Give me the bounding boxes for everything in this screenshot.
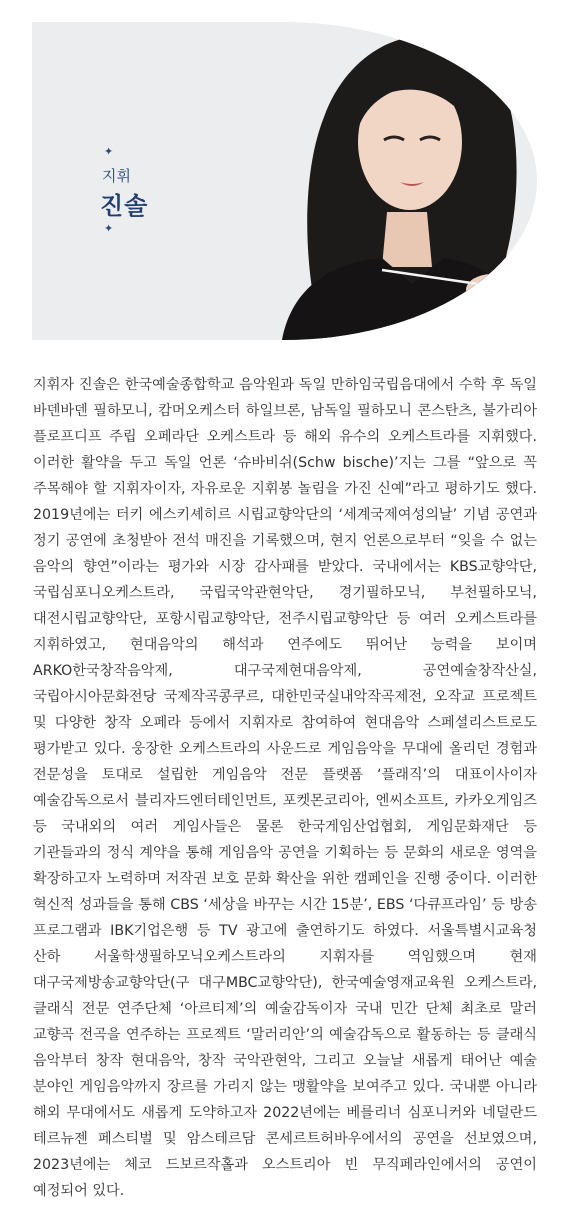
biography-text: 지휘자 진솔은 한국예술종합학교 음악원과 독일 만하임국립음대에서 수학 후 독일 바덴바덴 필하모니, 캄머오케스터 하일브론, 남독일 필하모니 콘스탄츠, 불가리아 플로프디프 주립 오페라단 오케스트라 등 해외 유수의 오케스트라를 지휘했다. 이러한 활약을 두고 독일 언론 ‘슈바비쉬(Schw bische)’지는 그를 “앞으로 꼭 주목해야 할 지휘자이자, 자유로운 지휘봉 놀림을 가진 신예”라고 평하기도 했다. 2019년에는 터키 에스키셰히르 시립교향악단의 ‘세계국제여성의날’ 기념 공연과 정기 공연에 초청받아 전석 매진을 기록했으며, 현지 언론으로부터 “잊을 수 없는 음악의 향연”이라는 평가와 시장 감사패를 받았다. 국내에서는 KBS교향악단, 국립심포니오케스트라, 국립국악관현악단, 경기필하모닉, 부천필하모닉, 대전시립교향악단, 포항시립교향악단, 전주시립교향악단 등 여러 오케스트라를 지휘하였고, 현대음악의 해석과 연주에도 뛰어난 능력을 보이며 ARKO한국창작음악제, 대구국제현대음악제, 공연예술창작산실, 국립아시아문화전당 국제작곡콩쿠르, 대한민국실내악작곡제전, 오작교 프로젝트 및 다양한 창작 오페라 등에서 지휘자로 참여하여 현대음악 스페셜리스트로도 평가받고 있다. 웅장한 오케스트라의 사운드로 게임음악을 무대에 올리던 경험과 전문성을 토대로 설립한 게임음악 전문 플랫폼 ‘플래직’의 대표이사이자 예술감독으로서 블리자드엔터테인먼트, 포켓몬코리아, 엔씨소프트, 카카오게임즈 등 국내외의 여러 게임사들은 물론 한국게임산업협회, 게임문화재단 등 기관들과의 정식 계약을 통해 게임음악 공연을 기획하는 등 문화의 새로운 영역을 확장하고자 노력하며 저작권 보호 문화 확산을 위한 캠페인을 진행 중이다. 이러한 혁신적 성과들을 통해 CBS ‘세상을 바꾸는 시간 15분’, EBS ‘다큐프라임’ 등 방송 프로그램과 IBK기업은행 등 TV 광고에 출연하기도 하였다. 서울특별시교육청 산하 서울학생필하모닉오케스트라의 지휘자를 역임했으며 현재 대구국제방송교향악단(구 대구MBC교향악단), 한국예술영재교육원 오케스트라, 클래식 전문 연주단체 ‘아르티제’의 예술감독이자 국내 민간 단체 최초로 말러 교향곡 전곡을 연주하는 프로젝트 ‘말러리안’의 예술감독으로 활동하는 등 클래식 음악부터 창작 현대음악, 창작 국악관현악, 그리고 오늘날 새롭게 태어난 예술 분야인 게임음악까지 장르를 가리지 않는 맹활약을 보여주고 있다. 국내뿐 아니라 해외 무대에서도 새롭게 도약하고자 2022년에는 베를리너 심포니커와 네덜란드 테르뉴젠 페스티벌 및 암스테르담 콘세르트허바우에서의 공연을 선보였으며, 2023년에는 체코 드보르작홀과 오스트리아 빈 무직페라인에서의 공연이 예정되어 있다. xyxy=(33,377,537,1199)
conductor-name: 진솔 xyxy=(100,192,149,220)
diamond-star-icon: ✦ xyxy=(104,222,114,235)
role-label: 지휘 xyxy=(102,167,131,185)
diamond-star-icon: ✦ xyxy=(104,145,114,158)
profile-header-panel xyxy=(32,22,537,340)
portrait-photo xyxy=(262,22,537,340)
